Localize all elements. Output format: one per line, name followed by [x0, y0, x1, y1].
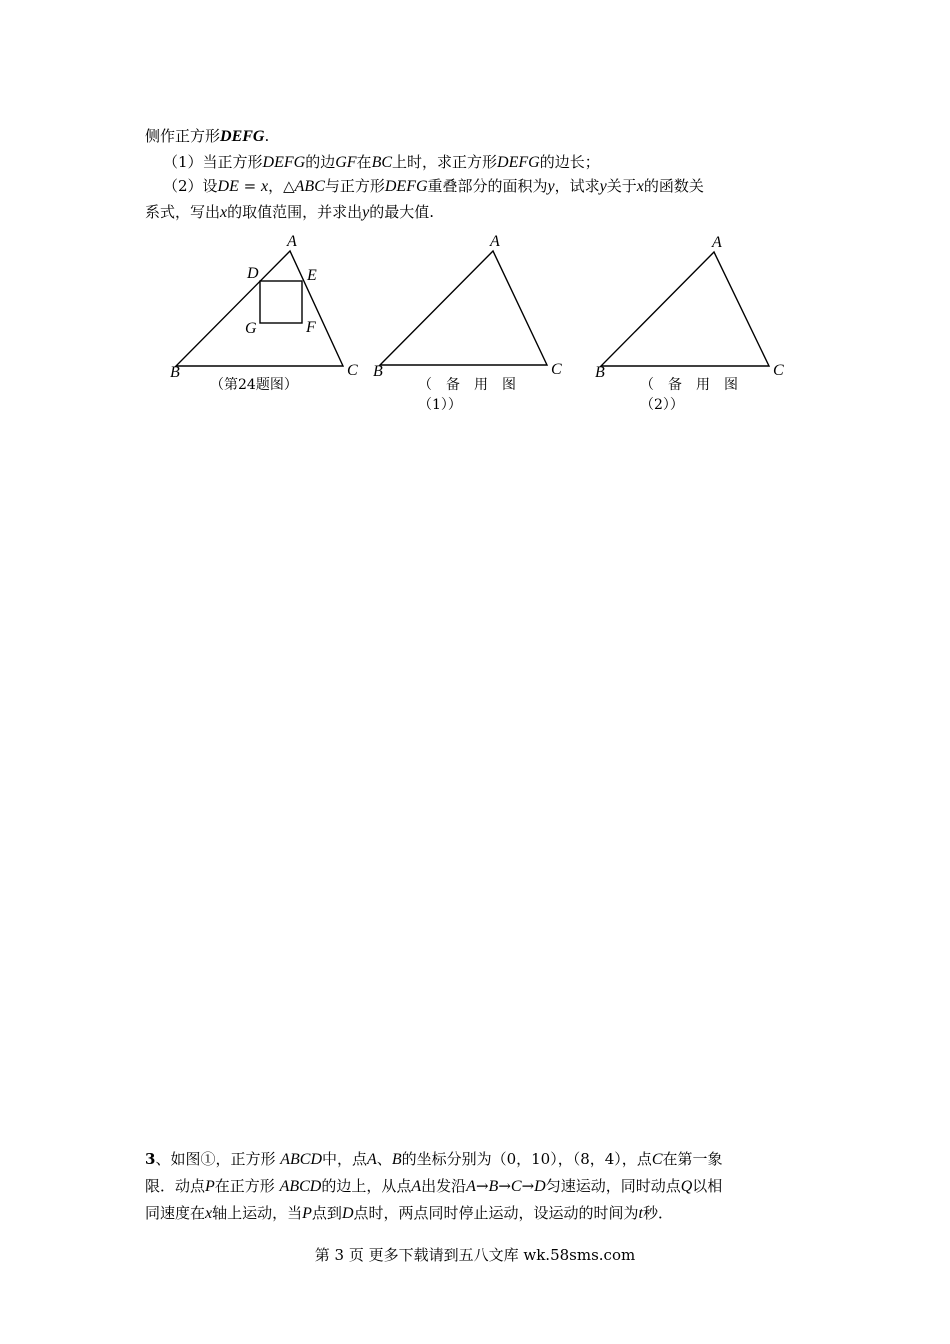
problem2-part2-line2: 系式，写出x的取值范围，并求出y的最大值.: [145, 203, 435, 221]
triangle-abc-backup-2: [601, 252, 769, 366]
caption-main: （第24题图）: [210, 377, 298, 393]
triangle-abc-backup-1: [380, 251, 547, 365]
caption-backup-1-line1: （ 备 用 图: [418, 377, 516, 393]
label-c-main: C: [347, 362, 358, 379]
problem2-part1: （1）当正方形DEFG的边GF在BC上时，求正方形DEFG的边长；: [163, 153, 600, 171]
caption-backup-2-line2: （2））: [640, 397, 684, 413]
caption-backup-1-line2: （1））: [418, 397, 462, 413]
label-c-backup-1: C: [551, 361, 562, 378]
problem2-intro-line: 侧作正方形DEFG.: [145, 127, 270, 145]
label-b-backup-1: B: [373, 363, 383, 380]
label-e-main: E: [307, 267, 317, 284]
page-footer: 第 3 页 更多下载请到五八文库 wk.58sms.com: [314, 1246, 636, 1264]
figure-backup-1: [373, 233, 562, 413]
square-defg: [260, 281, 302, 323]
problem3-line1: 3、如图①，正方形 ABCD中，点A、B的坐标分别为（0，10），（8，4），点C在第一象: [145, 1150, 723, 1168]
problem3-line3: 同速度在x轴上运动，当P点到D点时，两点同时停止运动，设运动的时间为t秒．: [145, 1204, 673, 1222]
figure-main: [170, 233, 358, 393]
caption-backup-2-line1: （ 备 用 图: [640, 377, 738, 393]
problem2-part2-line1: （2）设DE = x，△ABC与正方形DEFG重叠部分的面积为y，试求y关于x的函数关: [163, 177, 704, 195]
label-d-main: D: [247, 265, 259, 282]
label-b-backup-2: B: [595, 364, 605, 381]
label-f-main: F: [306, 319, 316, 336]
problem3-number: 3: [145, 1150, 156, 1168]
label-g-main: G: [245, 320, 257, 337]
label-b-main: B: [170, 364, 180, 381]
problem3-line2: 限．动点P在正方形 ABCD的边上，从点A出发沿A→B→C→D匀速运动，同时动点Q以相: [145, 1177, 723, 1195]
label-a-backup-2: A: [712, 234, 722, 251]
problem3: [145, 1146, 810, 1227]
label-c-backup-2: C: [773, 362, 784, 379]
figures-svg: [0, 0, 950, 430]
figure-backup-2: [595, 234, 784, 413]
label-a-backup-1: A: [490, 233, 500, 250]
label-a-main: A: [287, 233, 297, 250]
